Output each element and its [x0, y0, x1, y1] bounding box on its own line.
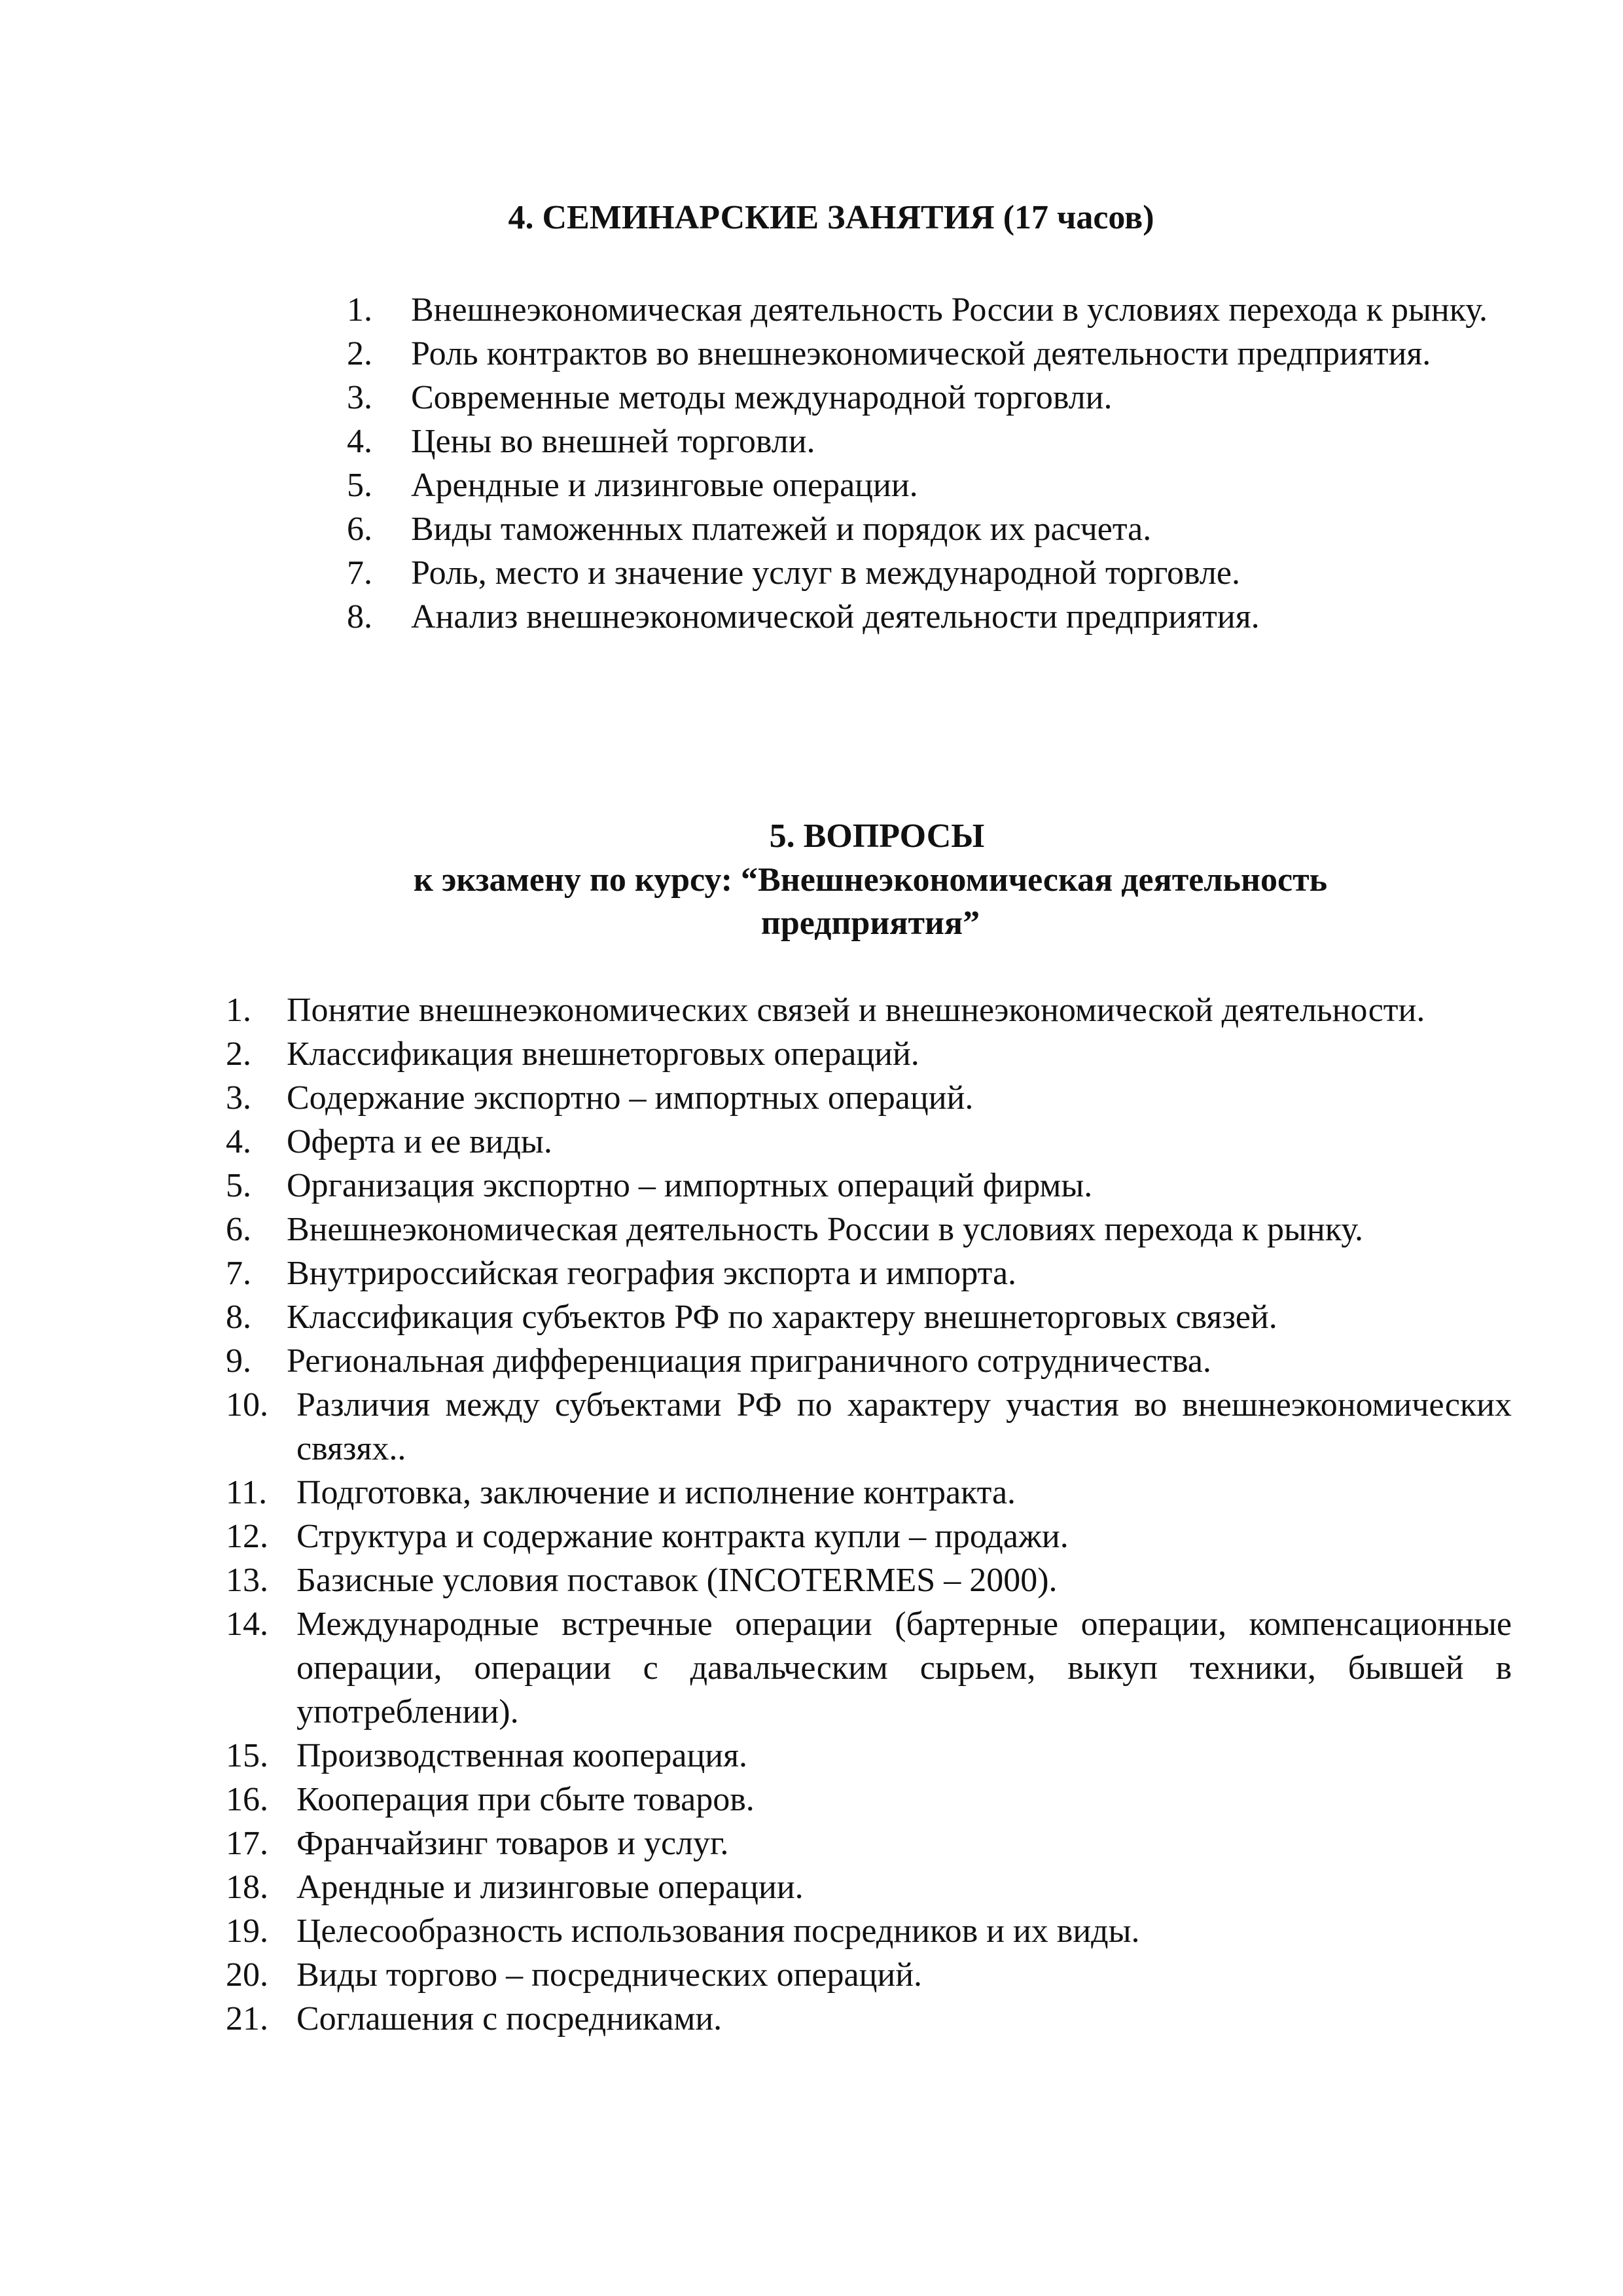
item-number: 2.	[226, 1035, 251, 1073]
item-number: 13.	[226, 1562, 268, 1599]
list-item	[226, 1164, 1512, 1208]
item-number: 16.	[226, 1781, 268, 1818]
item-text: Базисные условия поставок (INCOTERMES – 2000).	[296, 1562, 1058, 1599]
item-text: Классификация внешнеторговых операций.	[287, 1035, 919, 1073]
item-number: 2.	[347, 335, 372, 372]
item-number: 19.	[226, 1912, 268, 1950]
item-number: 6.	[226, 1211, 251, 1248]
list-item	[347, 595, 1525, 639]
item-text: Международные встречные операции (бартерные операции, компенсационные операции, операции с давальческим сырьем, выкуп техники, бывшей в употреблении).	[296, 1605, 1512, 1731]
item-text: Организация экспортно – импортных операций фирмы.	[287, 1167, 1093, 1204]
item-text: Целесообразность использования посредников и их виды.	[296, 1912, 1140, 1950]
item-number: 12.	[226, 1518, 268, 1555]
item-number: 15.	[226, 1737, 268, 1774]
list-item	[226, 1383, 1512, 1471]
item-number: 1.	[226, 992, 251, 1029]
list-item	[226, 1558, 1512, 1602]
item-text: Оферта и ее виды.	[287, 1123, 552, 1160]
list-item	[226, 1120, 1512, 1164]
item-text: Внешнеэкономическая деятельность России в условиях перехода к рынку.	[287, 1211, 1364, 1248]
item-number: 7.	[226, 1255, 251, 1292]
item-text: Виды таможенных платежей и порядок их расчета.	[411, 511, 1152, 548]
item-number: 21.	[226, 2000, 268, 2037]
item-text: Подготовка, заключение и исполнение контракта.	[296, 1474, 1016, 1511]
item-number: 8.	[226, 1299, 251, 1336]
item-number: 5.	[226, 1167, 251, 1204]
item-number: 17.	[226, 1825, 268, 1862]
item-number: 1.	[347, 291, 372, 329]
item-text: Современные методы международной торговли.	[411, 379, 1113, 416]
list-item	[226, 1997, 1512, 2041]
list-item	[226, 1821, 1512, 1865]
seminars-heading: 4. СЕМИНАРСКИЕ ЗАНЯТИЯ (17 часов)	[508, 199, 1154, 236]
item-number: 6.	[347, 511, 372, 548]
questions-list	[226, 988, 1512, 2041]
list-item	[347, 507, 1525, 551]
item-text: Региональная дифференциация приграничного сотрудничества.	[287, 1342, 1211, 1380]
item-number: 7.	[347, 554, 372, 592]
item-text: Кооперация при сбыте товаров.	[296, 1781, 755, 1818]
item-text: Роль, место и значение услуг в международной торговле.	[411, 554, 1240, 592]
list-item	[226, 1208, 1512, 1251]
list-item	[226, 1909, 1512, 1953]
list-item	[226, 1295, 1512, 1339]
item-number: 3.	[347, 379, 372, 416]
list-item	[347, 463, 1525, 507]
list-item	[226, 1251, 1512, 1295]
item-text: Франчайзинг товаров и услуг.	[296, 1825, 729, 1862]
item-number: 10.	[226, 1386, 268, 1424]
list-item	[347, 376, 1525, 420]
questions-subtitle: к экзамену по курсу: “Внешнеэкономическая деятельность предприятия”	[413, 861, 1328, 942]
item-text: Арендные и лизинговые операции.	[411, 467, 918, 504]
item-number: 11.	[226, 1474, 268, 1511]
item-text: Виды торгово – посреднических операций.	[296, 1956, 923, 1994]
list-item	[226, 1076, 1512, 1120]
questions-heading: 5. ВОПРОСЫ	[769, 817, 985, 855]
item-text: Понятие внешнеэкономических связей и внешнеэкономической деятельности.	[287, 992, 1425, 1029]
item-number: 9.	[226, 1342, 251, 1380]
item-number: 4.	[226, 1123, 251, 1160]
item-text: Анализ внешнеэкономической деятельности предприятия.	[411, 598, 1260, 636]
list-item	[226, 1865, 1512, 1909]
list-item	[226, 1778, 1512, 1821]
item-number: 14.	[226, 1605, 268, 1643]
item-text: Различия между субъектами РФ по характеру участия во внешнеэкономических связях..	[296, 1386, 1512, 1467]
list-item	[226, 1602, 1512, 1734]
item-text: Соглашения с посредниками.	[296, 2000, 722, 2037]
item-number: 4.	[347, 423, 372, 460]
list-item	[226, 1032, 1512, 1076]
item-text: Арендные и лизинговые операции.	[296, 1869, 804, 1906]
list-item	[226, 1953, 1512, 1997]
item-number: 3.	[226, 1079, 251, 1117]
list-item	[226, 1339, 1512, 1383]
item-text: Производственная кооперация.	[296, 1737, 748, 1774]
item-number: 18.	[226, 1869, 268, 1906]
item-number: 5.	[347, 467, 372, 504]
seminars-list	[347, 288, 1525, 639]
item-text: Роль контрактов во внешнеэкономической деятельности предприятия.	[411, 335, 1431, 372]
list-item	[226, 1515, 1512, 1558]
item-number: 20.	[226, 1956, 268, 1994]
list-item	[226, 1471, 1512, 1515]
item-text: Содержание экспортно – импортных операций.	[287, 1079, 974, 1117]
list-item	[226, 988, 1512, 1032]
item-text: Внешнеэкономическая деятельность России в условиях перехода к рынку.	[411, 291, 1488, 329]
list-item	[347, 551, 1525, 595]
item-text: Классификация субъектов РФ по характеру внешнеторговых связей.	[287, 1299, 1277, 1336]
item-number: 8.	[347, 598, 372, 636]
item-text: Внутрироссийская география экспорта и импорта.	[287, 1255, 1017, 1292]
list-item	[347, 288, 1525, 332]
list-item	[347, 420, 1525, 463]
item-text: Цены во внешней торговли.	[411, 423, 815, 460]
item-text: Структура и содержание контракта купли – продажи.	[296, 1518, 1069, 1555]
list-item	[226, 1734, 1512, 1778]
list-item	[347, 332, 1525, 376]
